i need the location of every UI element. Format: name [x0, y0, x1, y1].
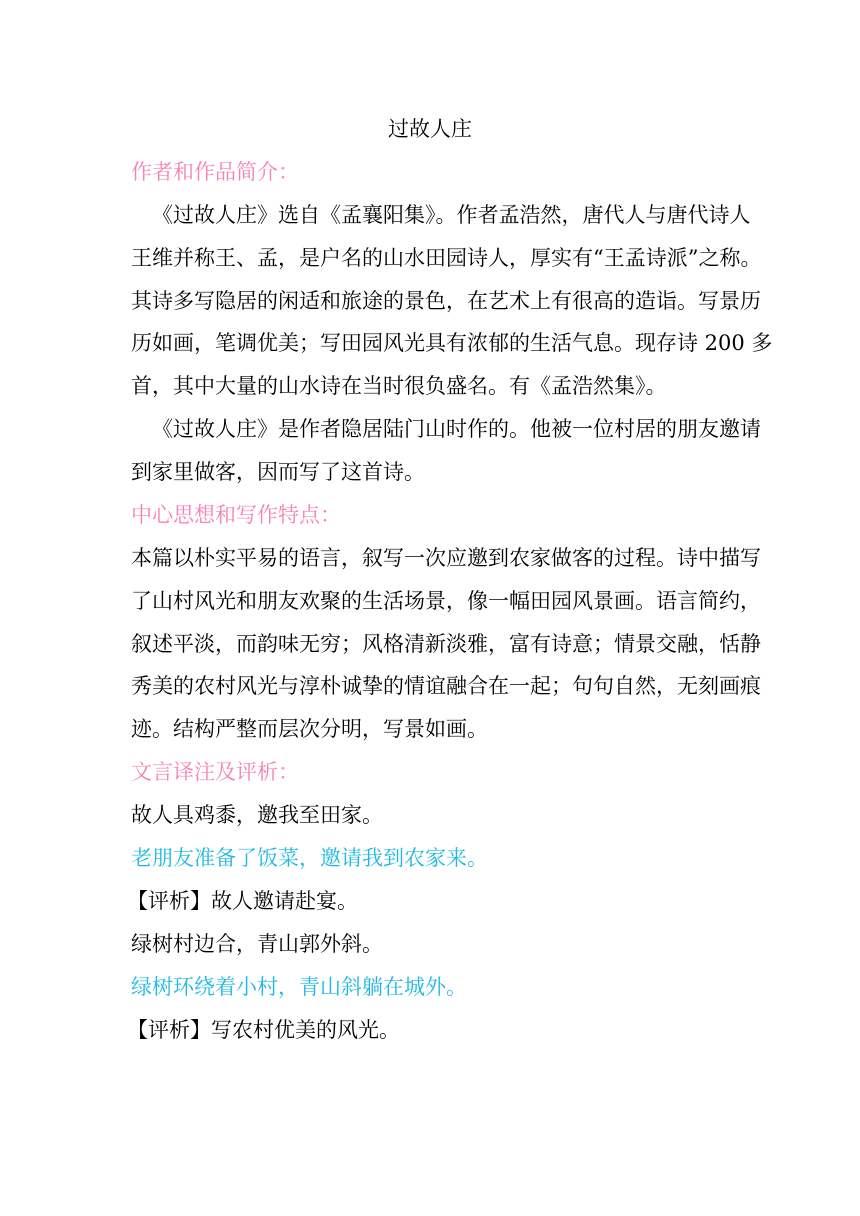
paragraph-line: 首，其中大量的山水诗在当时很负盛名。有《孟浩然集》。	[131, 374, 667, 398]
paragraph-line: 历如画，笔调优美；写田园风光具有浓郁的生活气息。现存诗 200 多	[131, 331, 773, 355]
verse-line: 绿树村边合，青山郭外斜。	[131, 932, 383, 956]
paragraph-line: 了山村风光和朋友欢聚的生活场景，像一幅田园风景画。语言简约，	[131, 589, 761, 613]
verse-line: 故人具鸡黍，邀我至田家。	[131, 803, 383, 827]
paragraph-line: 迹。结构严整而层次分明，写景如画。	[131, 717, 488, 741]
section-heading-notes: 文言译注及评析：	[131, 760, 299, 784]
document-title: 过故人庄	[388, 117, 472, 141]
translation-line: 绿树环绕着小村，青山斜躺在城外。	[131, 975, 467, 999]
paragraph-line: 到家里做客，因而写了这首诗。	[131, 460, 425, 484]
paragraph-line: 《过故人庄》选自《孟襄阳集》。作者孟浩然，唐代人与唐代诗人	[152, 203, 751, 227]
paragraph-line: 王维并称王、孟，是户名的山水田园诗人，厚实有“王孟诗派”之称。	[131, 246, 762, 270]
paragraph-line: 《过故人庄》是作者隐居陆门山时作的。他被一位村居的朋友邀请	[152, 417, 761, 441]
analysis-line: 【评析】故人邀请赴宴。	[127, 889, 358, 913]
paragraph-line: 其诗多写隐居的闲适和旅途的景色，在艺术上有很高的造诣。写景历	[131, 289, 761, 313]
paragraph-line: 叙述平淡，而韵味无穷；风格清新淡雅，富有诗意；情景交融，恬静	[131, 632, 761, 656]
translation-line: 老朋友准备了饭菜，邀请我到农家来。	[131, 846, 488, 870]
paragraph-line: 本篇以朴实平易的语言，叙写一次应邀到农家做客的过程。诗中描写	[131, 546, 761, 570]
analysis-line: 【评析】写农村优美的风光。	[127, 1018, 400, 1042]
section-heading-theme: 中心思想和写作特点：	[131, 503, 341, 527]
paragraph-line: 秀美的农村风光与淳朴诚挚的情谊融合在一起；句句自然，无刻画痕	[131, 674, 761, 698]
section-heading-author: 作者和作品简介：	[131, 160, 299, 184]
